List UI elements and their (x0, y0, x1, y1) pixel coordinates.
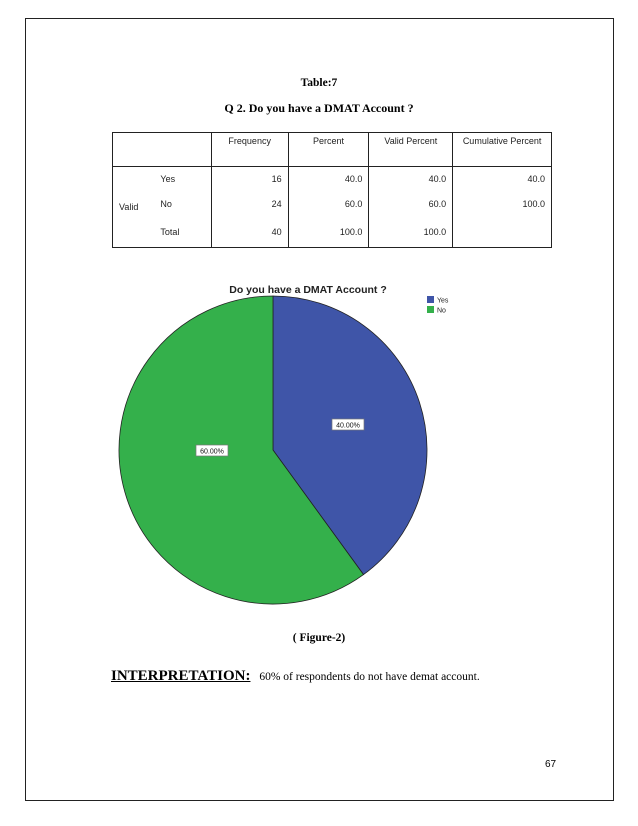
table-cell: 16 (211, 167, 288, 192)
table-cell: 40 (211, 217, 288, 248)
table-header-empty (113, 133, 160, 167)
table-row (113, 167, 552, 192)
table-header-cell: Cumulative Percent (453, 133, 552, 167)
table-row (113, 217, 552, 248)
data-label-no (196, 445, 228, 456)
chart-title: Do you have a DMAT Account ? (229, 284, 387, 296)
data-label-text: 60.00% (200, 448, 224, 456)
legend-label-no: No (437, 307, 446, 315)
table-title: Table:7 (300, 77, 338, 89)
table-header-row (113, 133, 552, 167)
table-cell: 40.0 (453, 167, 552, 192)
table-header-cell: Frequency (211, 133, 288, 167)
table-cell: 60.0 (288, 192, 369, 217)
data-label-yes (332, 419, 364, 430)
table-cell: 40.0 (288, 167, 369, 192)
pie-chart (105, 278, 485, 613)
chart-legend (427, 296, 449, 315)
legend-label-yes: Yes (437, 297, 449, 305)
table-header-cell: Percent (288, 133, 369, 167)
table-row-label: Yes (159, 167, 211, 192)
legend-swatch-yes (427, 296, 434, 303)
data-label-text: 40.00% (336, 422, 360, 430)
interpretation-text: 60% of respondents do not have demat account. (259, 671, 480, 683)
table-row-label: Total (159, 217, 211, 248)
interpretation (111, 668, 480, 685)
table-cell: 100.0 (288, 217, 369, 248)
legend-swatch-no (427, 306, 434, 313)
table-header-empty (159, 133, 211, 167)
table-cell: 100.0 (453, 192, 552, 217)
table-header-cell: Valid Percent (369, 133, 453, 167)
table-row (113, 192, 552, 217)
interpretation-label: INTERPRETATION: (111, 668, 251, 684)
frequency-table (112, 132, 552, 248)
table-cell: 40.0 (369, 167, 453, 192)
figure-caption: ( Figure-2) (292, 632, 346, 644)
table-cell (453, 217, 552, 248)
table-subtitle: Q 2. Do you have a DMAT Account ? (224, 101, 414, 115)
page-number: 67 (545, 759, 557, 770)
table-row-label: No (159, 192, 211, 217)
table-cell: 24 (211, 192, 288, 217)
table-cell: 60.0 (369, 192, 453, 217)
table-cell: 100.0 (369, 217, 453, 248)
table-group-label: Valid (113, 167, 160, 248)
